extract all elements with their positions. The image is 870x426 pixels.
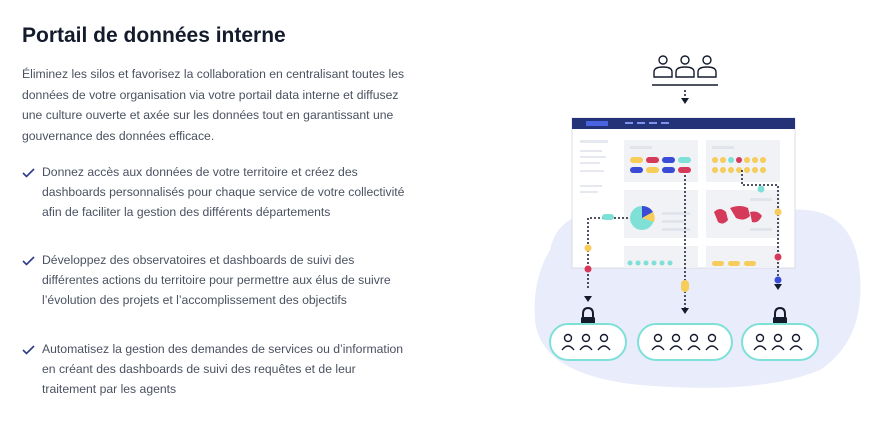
- intro-paragraph: Éliminez les silos et favorisez la collaboration en centralisant toutes les données de votre organisation via votre portail data interne et diffusez une culture ouverte et axée sur les données tout en garantissant une gouvernance des données efficace.: [22, 67, 405, 143]
- feature-text: Donnez accès aux données de votre territoire et créez des dashboards personnalisés pour chaque service de votre collectivité afin de faciliter la gestion des différents départements: [42, 165, 405, 219]
- user-group-right: [742, 324, 818, 360]
- feature-item: [22, 162, 407, 222]
- feature-item: [22, 250, 407, 310]
- check-icon: [22, 162, 42, 222]
- feature-text: Automatisez la gestion des demandes de services ou d’information en créant des dashboards de suivi des requêtes et de leur traitement par les agents: [42, 342, 404, 396]
- data-portal-illustration: [520, 40, 865, 410]
- check-icon: [22, 250, 42, 310]
- feature-text: Développez des observatoires et dashboards de suivi des différentes actions du territoire pour permettre aux élus de suivre l’évolution des projets et l’accomplissement des objectifs: [42, 253, 391, 307]
- check-icon: [22, 339, 42, 399]
- top-users-icon: [652, 56, 718, 85]
- page-title: Portail de données interne: [22, 24, 286, 47]
- dashboard-window: [572, 118, 795, 268]
- feature-item: [22, 339, 407, 399]
- user-group-middle: [638, 324, 732, 360]
- user-group-left: [550, 324, 626, 360]
